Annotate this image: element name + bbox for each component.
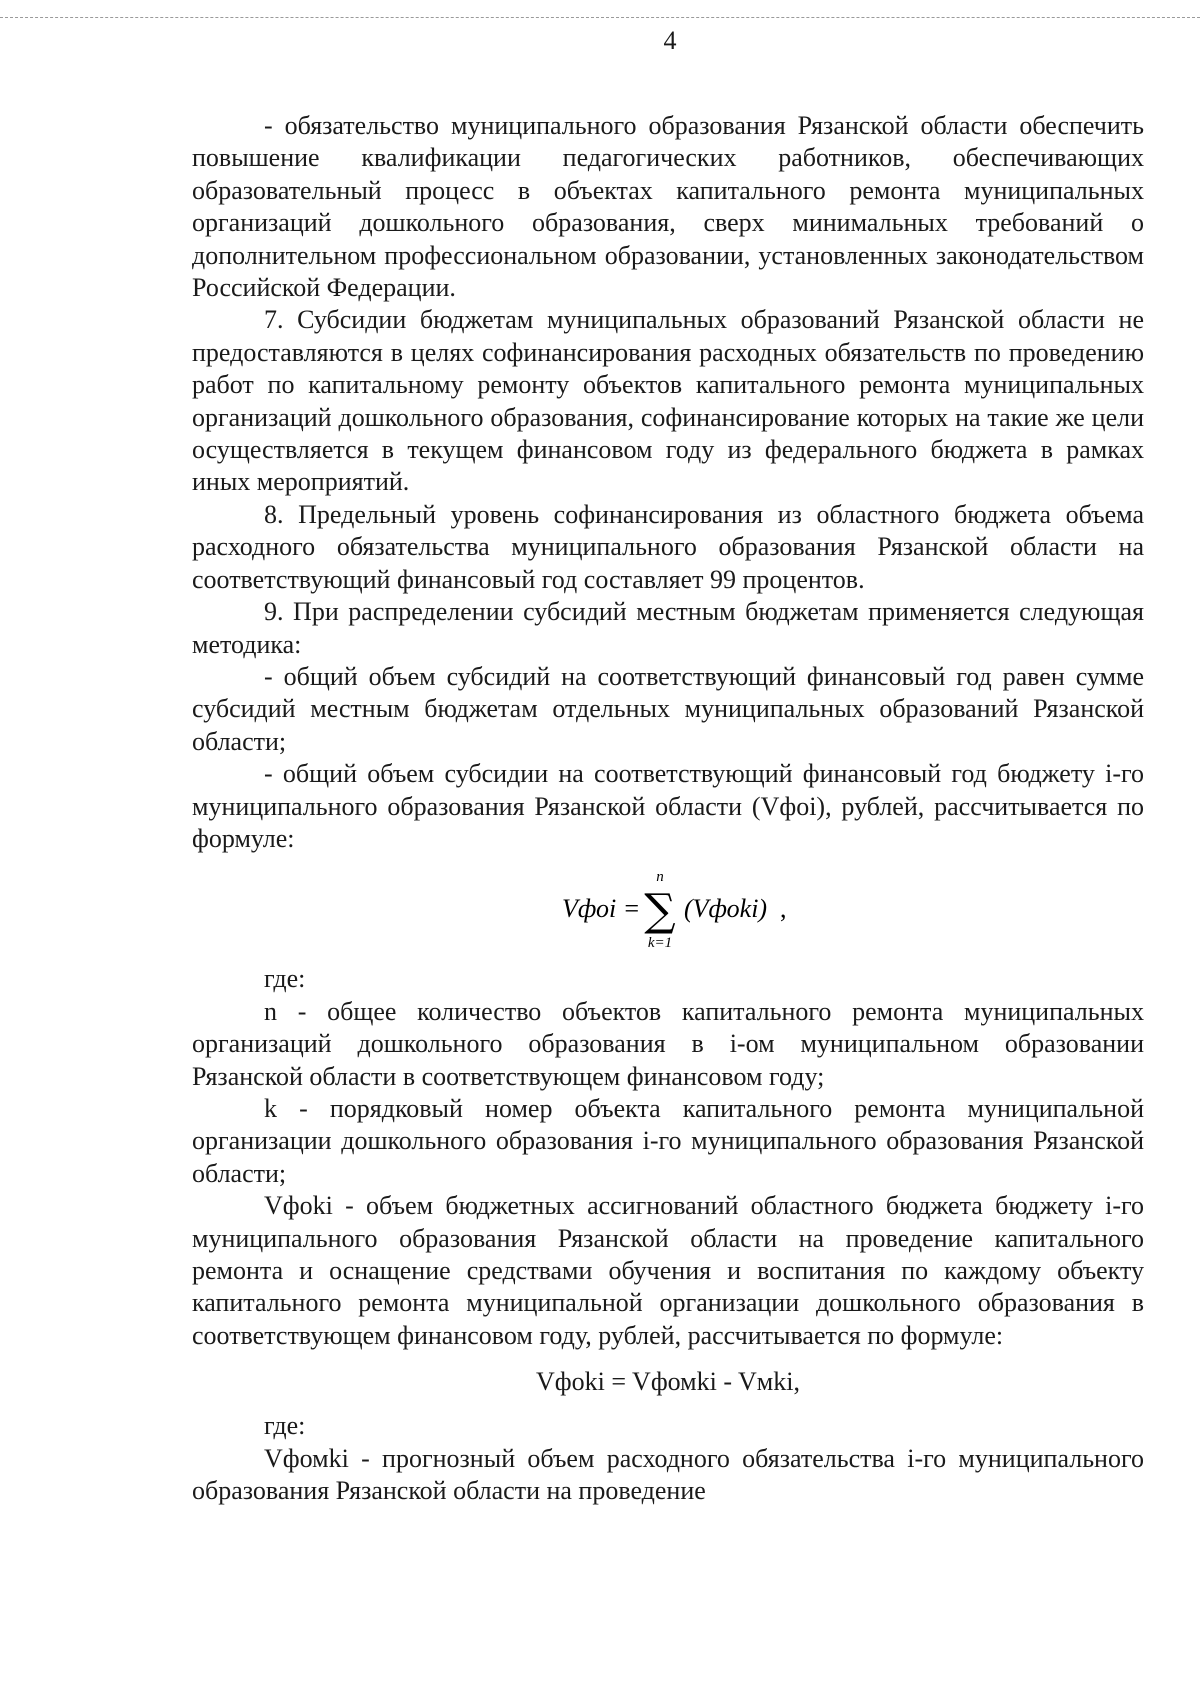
formula-lhs: Vфоi = [562, 894, 641, 924]
paragraph-8: 8. Предельный уровень софинансирования из областного бюджета объема расходного обязательства муниципального образования Рязанской области на соответствующий финансовый год составляет 99 процентов. [192, 499, 1144, 594]
paragraph-9-subsidy-volume: - общий объем субсидии на соответствующий финансовый год бюджету i-го муниципального образования Рязанской области (Vфоi), рублей, рассчитывается по формуле: [192, 759, 1144, 853]
where-label-1: где: [264, 964, 306, 994]
definition-vfomki: Vфомki - прогнозный объем расходного обязательства i-го муниципального образования Рязанской области на проведение [192, 1443, 1144, 1506]
page-number: 4 [663, 26, 677, 55]
paragraph-9-total-volume: - общий объем субсидий на соответствующий финансовый год равен сумме субсидий местным бюджетам отдельных муниципальных образований Рязанской области; [192, 661, 1144, 756]
document-body [192, 110, 1144, 1507]
definition-k: k - порядковый номер объекта капитального ремонта муниципальной организации дошкольного образования i-го муниципального образования Рязанской области; [192, 1093, 1144, 1188]
where-label-2: где: [264, 1411, 306, 1441]
formula-sum-svg [562, 857, 842, 961]
formula-sum-lower: k=1 [647, 935, 673, 952]
formula-sum-upper: n [656, 869, 664, 886]
paragraph-7: 7. Субсидии бюджетам муниципальных образований Рязанской области не предоставляются в целях софинансирования расходных обязательств по проведению работ по капитальному ремонту объектов капитального ремонта муниципальных организаций дошкольного образования, софинансирование которых на такие же цели осуществляется в текущем финансовом году из федерального бюджета в рамках иных мероприятий. [192, 305, 1144, 497]
formula-sum-vfoi [192, 857, 1144, 961]
definition-n: n - общее количество объектов капитального ремонта муниципальных организаций дошкольного образования в i-ом муниципальном образовании Рязанской области в соответствующем финансовом году; [192, 996, 1144, 1091]
formula-vfoki: Vфоki = Vфомki - Vмki, [536, 1367, 800, 1397]
definition-vfoki: Vфоki - объем бюджетных ассигнований областного бюджета бюджету i-го муниципального образования Рязанской области на проведение капитального ремонта и оснащение средствами обучения и воспитания по каждому объекту капитального ремонта муниципальной организации дошкольного образования в соответствующем финансовом году, рублей, рассчитывается по формуле: [192, 1191, 1144, 1350]
formula-tail: , [780, 894, 787, 924]
scan-top-edge-line [0, 17, 1200, 18]
paragraph-9: 9. При распределении субсидий местным бюджетам применяется следующая методика: [192, 597, 1144, 659]
formula-body: (Vфоki) [684, 894, 768, 924]
paragraph-obligation: - обязательство муниципального образования Рязанской области обеспечить повышение квалификации педагогических работников, обеспечивающих образовательный процесс в объектах капитального ремонта муниципальных организаций дошкольного образования, сверх минимальных требований о дополнительном профессиональном образовании, установленных законодательством Российской Федерации. [192, 111, 1144, 303]
sigma-symbol: ∑ [644, 885, 676, 937]
